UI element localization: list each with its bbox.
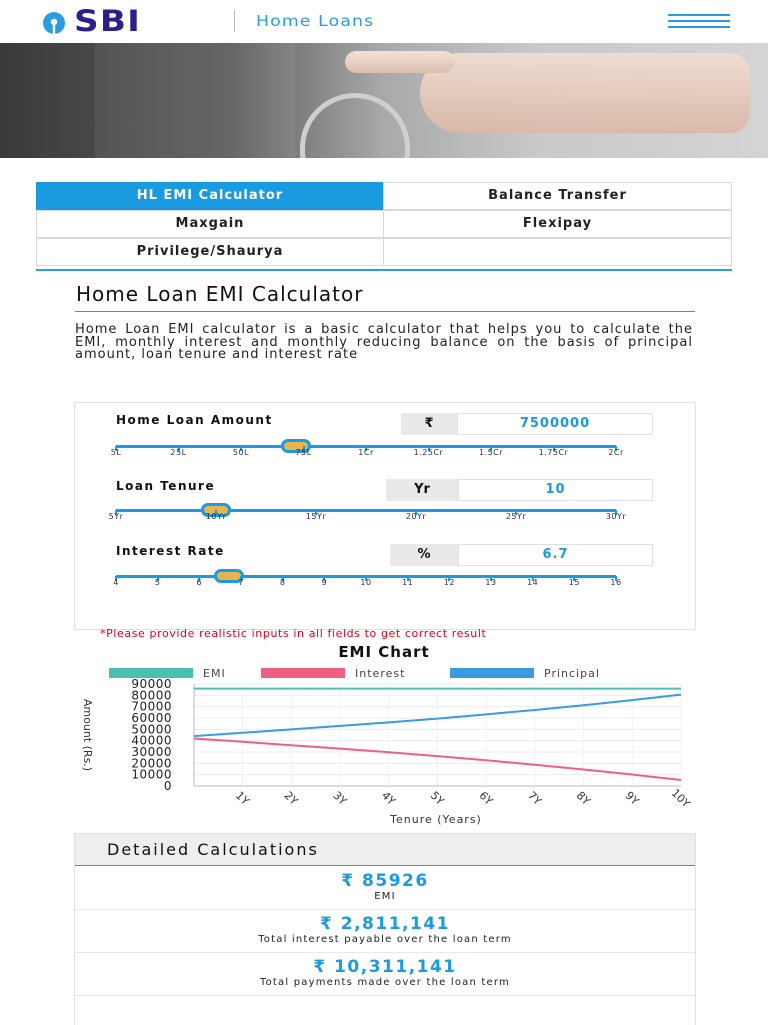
y-tick-label: 50000 [131, 722, 172, 737]
tenure-tick-label: 5Yr [108, 512, 124, 521]
page-title: Home Loan EMI Calculator [76, 282, 364, 306]
rate-tick-label: 4 [113, 578, 119, 587]
x-tick-label: 1Y [232, 788, 252, 808]
tab-maxgain[interactable]: Maxgain [36, 210, 384, 238]
loan-tenure-input[interactable]: 10 [458, 479, 653, 501]
rate-tick-label: 16 [610, 578, 622, 587]
total-interest-value: ₹ 2,811,141 [320, 914, 450, 934]
logo-divider [234, 10, 235, 32]
amount-tick-label: 1.75Cr [538, 448, 569, 457]
house-key-icon [300, 93, 410, 158]
y-tick-label: 70000 [131, 699, 172, 714]
legend-principal-label[interactable]: Principal [544, 667, 600, 680]
amount-tick-label: 50L [232, 448, 250, 457]
loan-tenure-label: Loan Tenure [116, 479, 216, 493]
details-header [75, 834, 695, 866]
section-name[interactable]: Home Loans [256, 12, 375, 30]
legend-emi-label[interactable]: EMI [203, 667, 226, 680]
interest-rate-label: Interest Rate [116, 544, 225, 558]
page-description: Home Loan EMI calculator is a basic calculator that helps you to calculate the EMI, monthly interest and monthly reducing balance on the basis of principal amount, loan tenure and interest rate [75, 322, 693, 363]
y-tick-label: 30000 [131, 745, 172, 759]
rate-tick-label: 14 [527, 578, 539, 587]
detailed-calculations-panel [74, 833, 696, 1025]
amount-tick-label: 2Cr [608, 448, 624, 457]
x-tick-label: 5Y [427, 788, 447, 808]
x-tick-label: 7Y [525, 788, 544, 808]
total-payment-row [75, 952, 695, 996]
y-tick-label: 20000 [131, 756, 172, 771]
emi-result-row [75, 866, 695, 910]
y-tick-label: 80000 [131, 688, 172, 703]
x-tick-label: 10Y [668, 786, 693, 811]
y-tick-label: 10000 [131, 767, 172, 782]
total-interest-row [75, 909, 695, 953]
rate-tick-label: 11 [402, 578, 414, 587]
y-tick-label: 40000 [131, 733, 172, 748]
site-header [0, 0, 768, 43]
rate-tick-label: 12 [443, 578, 455, 587]
rupee-unit: ₹ [401, 413, 457, 435]
amount-tick-label: 1.5Cr [478, 448, 504, 457]
rate-tick-label: 5 [154, 578, 161, 587]
amount-tick-label: 75L [295, 448, 312, 457]
rate-tick-label: 15 [568, 578, 580, 587]
y-tick-label: 60000 [131, 711, 172, 725]
rate-tick-label: 7 [238, 578, 244, 587]
hamburger-icon[interactable] [668, 12, 730, 30]
tenure-tick-label: 20Yr [405, 512, 427, 521]
tab-empty [383, 238, 732, 266]
tenure-tick-label: 15Yr [305, 512, 327, 521]
x-axis-title: Tenure (Years) [390, 813, 482, 826]
banner-window [95, 43, 295, 158]
y-axis-title: Amount (Rs.) [81, 698, 94, 772]
total-payment-caption: Total payments made over the loan term [260, 977, 510, 988]
calculator-tabs [36, 182, 732, 271]
rate-tick-label: 9 [321, 578, 328, 587]
percent-unit: % [390, 544, 458, 566]
banner-hand [420, 53, 750, 133]
y-tick-label: 0 [163, 779, 172, 793]
amount-tick-label: 1.25Cr [413, 448, 444, 457]
rate-tick-label: 6 [196, 578, 203, 587]
tab-hl-emi-calculator[interactable]: HL EMI Calculator [36, 182, 384, 210]
loan-tenure-slider[interactable] [116, 509, 616, 512]
rate-tick-label: 8 [279, 578, 286, 587]
x-tick-label: 8Y [573, 788, 593, 808]
brand-logo-text[interactable]: SBI [74, 4, 142, 38]
x-tick-label: 3Y [330, 788, 350, 808]
chart-title: EMI Chart [338, 643, 430, 661]
tab-balance-transfer[interactable]: Balance Transfer [383, 182, 732, 210]
hero-banner [0, 43, 768, 158]
sbi-logo-icon[interactable] [42, 11, 66, 35]
x-tick-label: 6Y [476, 788, 496, 808]
tab-flexipay[interactable]: Flexipay [383, 210, 732, 238]
x-tick-label: 9Y [622, 788, 642, 808]
x-tick-label: 2Y [281, 788, 301, 808]
tenure-tick-label: 25Yr [505, 512, 527, 521]
y-tick-label: 90000 [131, 677, 172, 691]
x-tick-label: 4Y [378, 788, 398, 808]
rate-tick-label: 10 [360, 578, 372, 587]
title-divider [75, 311, 695, 312]
emi-line-chart [60, 675, 700, 830]
rate-tick-label: 13 [485, 578, 497, 587]
total-interest-caption: Total interest payable over the loan term [258, 934, 512, 945]
legend-interest-label[interactable]: Interest [355, 667, 406, 680]
details-title: Detailed Calculations [107, 840, 319, 859]
loan-amount-input[interactable]: 7500000 [457, 413, 653, 435]
total-payment-value: ₹ 10,311,141 [313, 957, 457, 977]
interest-rate-input[interactable]: 6.7 [458, 544, 653, 566]
amount-tick-label: 1Cr [358, 448, 374, 457]
emi-calculator-panel [74, 402, 696, 630]
input-warning: *Please provide realistic inputs in all fields to get correct result [100, 627, 487, 640]
emi-caption: EMI [374, 891, 396, 902]
tenure-tick-label: 30Yr [605, 512, 627, 521]
years-unit: Yr [386, 479, 458, 501]
loan-amount-label: Home Loan Amount [116, 413, 273, 427]
tab-privilege-shaurya[interactable]: Privilege/Shaurya [36, 238, 384, 266]
amount-tick-label: 25L [170, 448, 187, 457]
amount-tick-label: 5L [110, 448, 122, 457]
banner-finger [345, 51, 455, 73]
emi-value: ₹ 85926 [341, 871, 429, 891]
tenure-tick-label: 10Yr [205, 512, 227, 521]
